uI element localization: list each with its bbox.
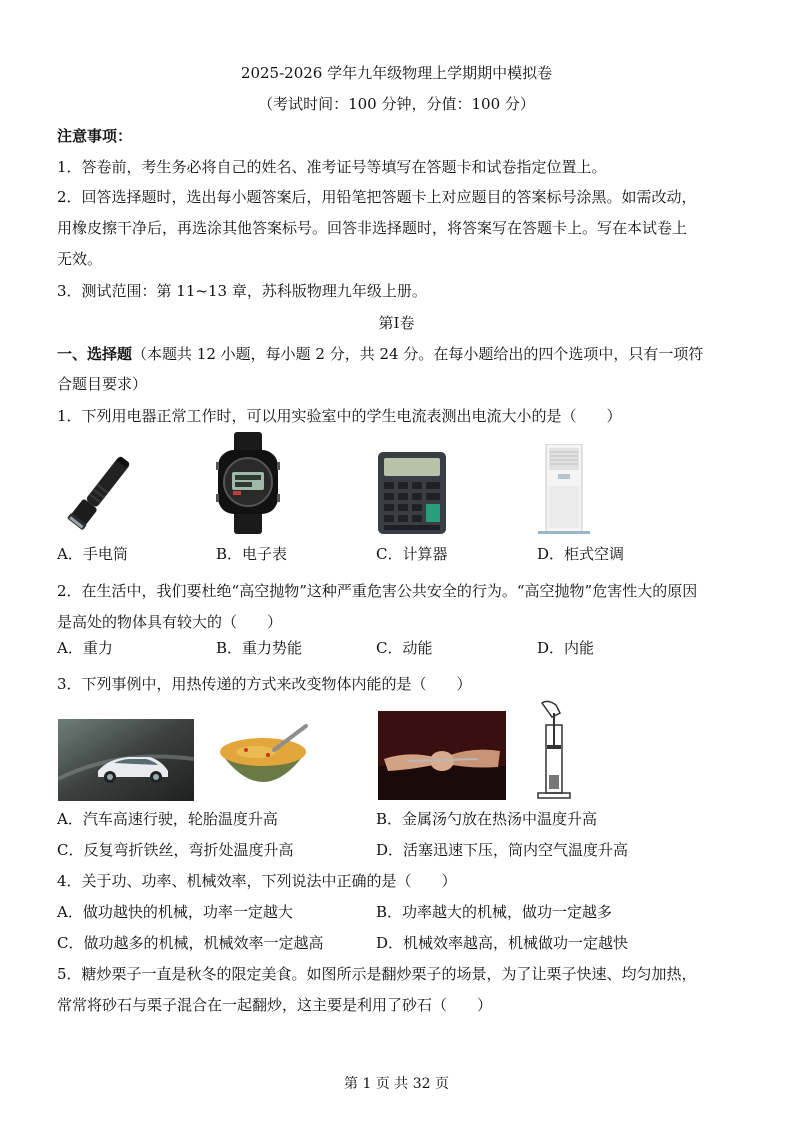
q1-option-d: D．柜式空调 (537, 545, 625, 563)
notice-item-3: 3．测试范围：第 11~13 章，苏科版物理九年级上册。 (57, 282, 427, 300)
calculator-icon (378, 452, 446, 534)
q3-option-d: D．活塞迅速下压，筒内空气温度升高 (376, 841, 629, 859)
q1-option-b: B．电子表 (216, 545, 288, 563)
section-intro (57, 344, 703, 364)
car-icon (58, 719, 194, 801)
q4-option-a: A．做功越快的机械，功率一定越大 (57, 903, 293, 921)
q2-option-d: D．内能 (537, 639, 595, 657)
section-desc-line-1: （本题共 12 小题，每小题 2 分，共 24 分。在每小题给出的四个选项中，只有一项符 (132, 345, 704, 363)
q1-stem: 1．下列用电器正常工作时，可以用实验室中的学生电流表测出电流大小的是（ ） (57, 407, 622, 425)
q3-option-c: C．反复弯折铁丝，弯折处温度升高 (57, 841, 294, 859)
q2-stem-line-2: 是高处的物体具有较大的（ ） (57, 613, 283, 631)
q2-option-a: A．重力 (57, 639, 113, 657)
q2-stem-line-1: 2．在生活中，我们要杜绝“高空抛物”这种严重危害公共安全的行为。“高空抛物”危害性大的原因 (57, 582, 698, 600)
q4-option-d: D．机械效率越高，机械做功一定越快 (376, 934, 629, 952)
page-number: 第 1 页 共 32 页 (344, 1076, 449, 1092)
q1-option-c: C．计算器 (376, 545, 448, 563)
notice-item-2-line-3: 无效。 (57, 250, 103, 268)
bending-wire-icon (378, 711, 506, 800)
exam-title: 2025-2026 学年九年级物理上学期期中模拟卷 (240, 64, 553, 82)
digital-watch-icon (216, 432, 280, 534)
section-desc-line-2: 合题目要求） (57, 375, 148, 393)
volume-label: 第Ⅰ卷 (378, 314, 415, 332)
q4-stem: 4．关于功、功率、机械效率，下列说法中正确的是（ ） (57, 872, 457, 890)
soup-spoon-icon (216, 722, 310, 804)
flashlight-icon (55, 447, 145, 537)
exam-subtitle: （考试时间：100 分钟，分值：100 分） (258, 95, 535, 113)
section-heading: 一、选择题 (57, 345, 133, 363)
q1-option-a: A．手电筒 (57, 545, 128, 563)
notice-heading: 注意事项： (57, 127, 133, 145)
q5-stem-line-1: 5．糖炒栗子一直是秋冬的限定美食。如图所示是翻炒栗子的场景，为了让栗子快速、均匀加热， (57, 965, 697, 983)
q4-option-c: C．做功越多的机械，机械效率一定越高 (57, 934, 324, 952)
q5-stem-line-2: 常常将砂石与栗子混合在一起翻炒，这主要是利用了砂石（ ） (57, 996, 493, 1014)
notice-item-2-line-2: 用橡皮擦干净后，再选涂其他答案标号。回答非选择题时，将答案写在答题卡上。写在本试卷上 (57, 219, 688, 237)
q3-stem: 3．下列事例中，用热传递的方式来改变物体内能的是（ ） (57, 675, 472, 693)
air-conditioner-icon (536, 444, 592, 536)
q3-option-a: A．汽车高速行驶，轮胎温度升高 (57, 810, 278, 828)
q3-option-b: B．金属汤勺放在热汤中温度升高 (376, 810, 598, 828)
notice-item-1: 1．答卷前，考生务必将自己的姓名、准考证号等填写在答题卡和试卷指定位置上。 (57, 158, 607, 176)
q4-option-b: B．功率越大的机械，做功一定越多 (376, 903, 613, 921)
piston-cylinder-icon (534, 699, 574, 803)
q2-option-b: B．重力势能 (216, 639, 303, 657)
notice-item-2-line-1: 2．回答选择题时，选出每小题答案后，用铅笔把答题卡上对应题目的答案标号涂黑。如需改动， (57, 188, 697, 206)
q2-option-c: C．动能 (376, 639, 433, 657)
